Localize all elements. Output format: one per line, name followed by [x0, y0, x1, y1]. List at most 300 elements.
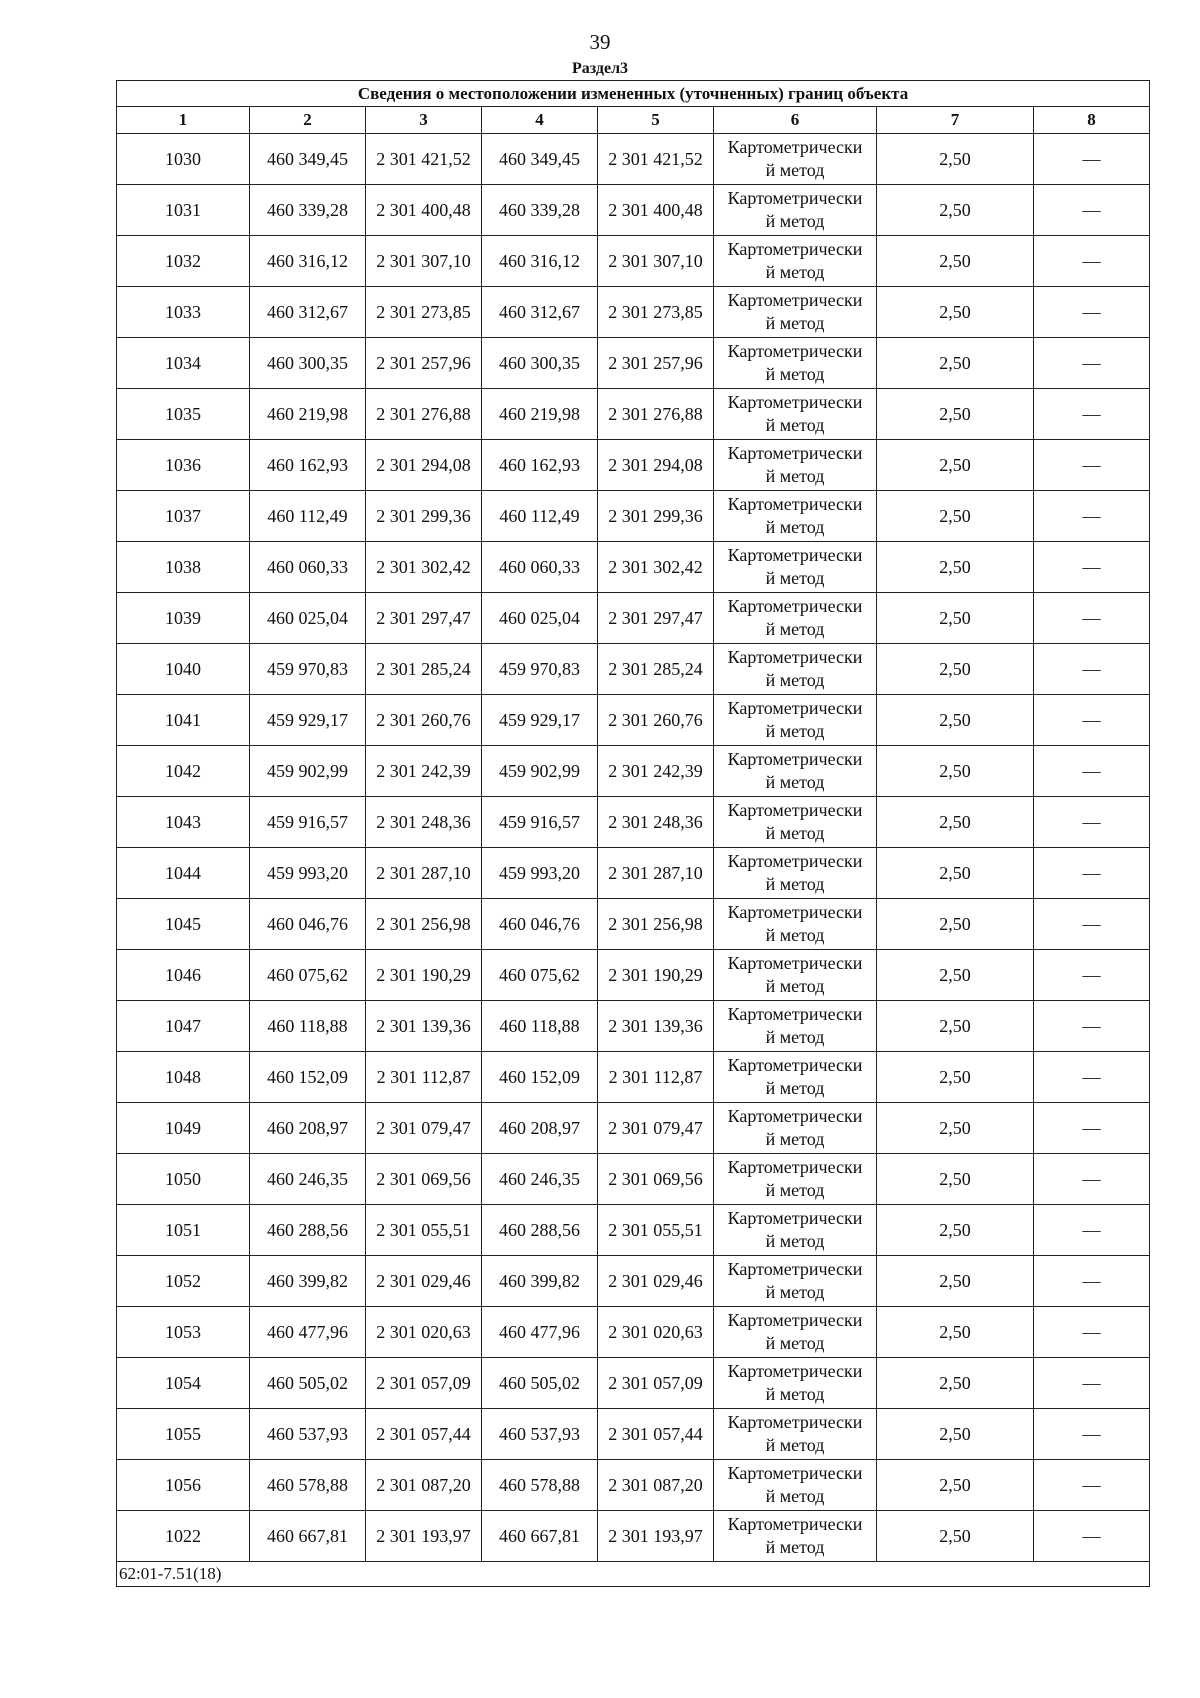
description-dash: — — [1034, 1205, 1150, 1256]
method-text: й метод — [765, 568, 825, 588]
point-id: 1040 — [117, 644, 250, 695]
method-cell — [714, 1256, 877, 1307]
method-text: Картометрически — [727, 749, 863, 769]
y-coordinate-new: 2 301 307,10 — [598, 236, 714, 287]
method-text: й метод — [765, 415, 825, 435]
x-coordinate-new: 460 060,33 — [482, 542, 598, 593]
accuracy: 2,50 — [877, 287, 1034, 338]
y-coordinate-new: 2 301 193,97 — [598, 1511, 714, 1562]
table-row — [117, 1052, 1150, 1103]
y-coordinate-old: 2 301 069,56 — [366, 1154, 482, 1205]
y-coordinate-new: 2 301 087,20 — [598, 1460, 714, 1511]
y-coordinate-new: 2 301 079,47 — [598, 1103, 714, 1154]
x-coordinate-old: 460 246,35 — [250, 1154, 366, 1205]
x-coordinate-new: 460 112,49 — [482, 491, 598, 542]
y-coordinate-new: 2 301 273,85 — [598, 287, 714, 338]
method-text: Картометрически — [727, 188, 863, 208]
x-coordinate-new: 459 916,57 — [482, 797, 598, 848]
method-cell — [714, 950, 877, 1001]
point-id: 1038 — [117, 542, 250, 593]
y-coordinate-old: 2 301 285,24 — [366, 644, 482, 695]
point-id: 1037 — [117, 491, 250, 542]
method-cell — [714, 1154, 877, 1205]
method-text: Картометрически — [727, 953, 863, 973]
column-number-3: 3 — [366, 107, 482, 134]
x-coordinate-old: 460 349,45 — [250, 134, 366, 185]
y-coordinate-old: 2 301 276,88 — [366, 389, 482, 440]
y-coordinate-old: 2 301 273,85 — [366, 287, 482, 338]
x-coordinate-new: 460 025,04 — [482, 593, 598, 644]
column-number-5: 5 — [598, 107, 714, 134]
accuracy: 2,50 — [877, 338, 1034, 389]
accuracy: 2,50 — [877, 1001, 1034, 1052]
accuracy: 2,50 — [877, 797, 1034, 848]
method-text: Картометрически — [727, 494, 863, 514]
method-text: Картометрически — [727, 239, 863, 259]
description-dash: — — [1034, 695, 1150, 746]
method-text: Картометрически — [727, 1361, 863, 1381]
point-id: 1034 — [117, 338, 250, 389]
point-id: 1039 — [117, 593, 250, 644]
method-text: й метод — [765, 313, 825, 333]
point-id: 1056 — [117, 1460, 250, 1511]
y-coordinate-old: 2 301 421,52 — [366, 134, 482, 185]
method-text: й метод — [765, 823, 825, 843]
description-dash: — — [1034, 185, 1150, 236]
table-row — [117, 746, 1150, 797]
y-coordinate-new: 2 301 190,29 — [598, 950, 714, 1001]
y-coordinate-new: 2 301 139,36 — [598, 1001, 714, 1052]
y-coordinate-old: 2 301 256,98 — [366, 899, 482, 950]
x-coordinate-old: 459 929,17 — [250, 695, 366, 746]
point-id: 1043 — [117, 797, 250, 848]
y-coordinate-new: 2 301 400,48 — [598, 185, 714, 236]
method-cell — [714, 644, 877, 695]
x-coordinate-old: 459 916,57 — [250, 797, 366, 848]
x-coordinate-new: 460 578,88 — [482, 1460, 598, 1511]
y-coordinate-old: 2 301 029,46 — [366, 1256, 482, 1307]
accuracy: 2,50 — [877, 899, 1034, 950]
description-dash: — — [1034, 797, 1150, 848]
section-title: Раздел3 — [571, 60, 629, 77]
y-coordinate-new: 2 301 260,76 — [598, 695, 714, 746]
description-dash: — — [1034, 1307, 1150, 1358]
table-row — [117, 644, 1150, 695]
method-text: й метод — [765, 1537, 825, 1557]
point-id: 1052 — [117, 1256, 250, 1307]
description-dash: — — [1034, 389, 1150, 440]
table-row — [117, 338, 1150, 389]
accuracy: 2,50 — [877, 1307, 1034, 1358]
method-text: Картометрически — [727, 1412, 863, 1432]
x-coordinate-new: 460 537,93 — [482, 1409, 598, 1460]
method-text: Картометрически — [727, 341, 863, 361]
x-coordinate-old: 460 046,76 — [250, 899, 366, 950]
accuracy: 2,50 — [877, 389, 1034, 440]
description-dash: — — [1034, 1052, 1150, 1103]
accuracy: 2,50 — [877, 1460, 1034, 1511]
x-coordinate-old: 460 316,12 — [250, 236, 366, 287]
accuracy: 2,50 — [877, 1154, 1034, 1205]
point-id: 1036 — [117, 440, 250, 491]
y-coordinate-old: 2 301 302,42 — [366, 542, 482, 593]
table-body — [117, 134, 1150, 1562]
x-coordinate-new: 460 505,02 — [482, 1358, 598, 1409]
method-cell — [714, 287, 877, 338]
method-text: Картометрически — [727, 1259, 863, 1279]
method-text: Картометрически — [727, 1310, 863, 1330]
x-coordinate-old: 460 060,33 — [250, 542, 366, 593]
method-cell — [714, 542, 877, 593]
description-dash: — — [1034, 1460, 1150, 1511]
y-coordinate-new: 2 301 302,42 — [598, 542, 714, 593]
y-coordinate-new: 2 301 257,96 — [598, 338, 714, 389]
x-coordinate-new: 460 667,81 — [482, 1511, 598, 1562]
method-text: й метод — [765, 670, 825, 690]
y-coordinate-new: 2 301 029,46 — [598, 1256, 714, 1307]
y-coordinate-old: 2 301 307,10 — [366, 236, 482, 287]
accuracy: 2,50 — [877, 134, 1034, 185]
point-id: 1031 — [117, 185, 250, 236]
method-text: й метод — [765, 976, 825, 996]
y-coordinate-new: 2 301 299,36 — [598, 491, 714, 542]
point-id: 1022 — [117, 1511, 250, 1562]
column-number-8: 8 — [1034, 107, 1150, 134]
accuracy: 2,50 — [877, 950, 1034, 1001]
y-coordinate-new: 2 301 287,10 — [598, 848, 714, 899]
x-coordinate-new: 460 246,35 — [482, 1154, 598, 1205]
table-row — [117, 185, 1150, 236]
column-number-1: 1 — [117, 107, 250, 134]
table-row — [117, 899, 1150, 950]
table-row — [117, 1460, 1150, 1511]
accuracy: 2,50 — [877, 1052, 1034, 1103]
method-text: Картометрически — [727, 1463, 863, 1483]
y-coordinate-old: 2 301 020,63 — [366, 1307, 482, 1358]
point-id: 1050 — [117, 1154, 250, 1205]
y-coordinate-new: 2 301 057,09 — [598, 1358, 714, 1409]
method-text: й метод — [765, 466, 825, 486]
table-row — [117, 1358, 1150, 1409]
description-dash: — — [1034, 1511, 1150, 1562]
method-text: Картометрически — [727, 647, 863, 667]
accuracy: 2,50 — [877, 746, 1034, 797]
accuracy: 2,50 — [877, 542, 1034, 593]
x-coordinate-old: 460 112,49 — [250, 491, 366, 542]
x-coordinate-old: 460 399,82 — [250, 1256, 366, 1307]
x-coordinate-new: 460 046,76 — [482, 899, 598, 950]
boundary-coordinates-table — [116, 80, 1150, 1587]
method-cell — [714, 1205, 877, 1256]
page-number: 39 — [589, 30, 611, 54]
column-number-6: 6 — [714, 107, 877, 134]
point-id: 1035 — [117, 389, 250, 440]
table-caption: Сведения о местоположении измененных (уточненных) границ объекта — [117, 81, 1150, 107]
y-coordinate-old: 2 301 057,09 — [366, 1358, 482, 1409]
description-dash: — — [1034, 899, 1150, 950]
x-coordinate-old: 460 505,02 — [250, 1358, 366, 1409]
method-text: й метод — [765, 364, 825, 384]
table-row — [117, 695, 1150, 746]
x-coordinate-old: 460 300,35 — [250, 338, 366, 389]
method-text: Картометрически — [727, 800, 863, 820]
method-text: Картометрически — [727, 1106, 863, 1126]
method-cell — [714, 1358, 877, 1409]
method-text: й метод — [765, 211, 825, 231]
y-coordinate-old: 2 301 294,08 — [366, 440, 482, 491]
method-cell — [714, 1307, 877, 1358]
y-coordinate-new: 2 301 069,56 — [598, 1154, 714, 1205]
x-coordinate-new: 460 312,67 — [482, 287, 598, 338]
description-dash: — — [1034, 1103, 1150, 1154]
y-coordinate-new: 2 301 421,52 — [598, 134, 714, 185]
x-coordinate-new: 460 288,56 — [482, 1205, 598, 1256]
method-cell — [714, 134, 877, 185]
method-cell — [714, 1511, 877, 1562]
method-text: Картометрически — [727, 902, 863, 922]
method-cell — [714, 746, 877, 797]
method-text: Картометрически — [727, 137, 863, 157]
y-coordinate-new: 2 301 020,63 — [598, 1307, 714, 1358]
point-id: 1033 — [117, 287, 250, 338]
accuracy: 2,50 — [877, 1205, 1034, 1256]
accuracy: 2,50 — [877, 1511, 1034, 1562]
description-dash: — — [1034, 1409, 1150, 1460]
table-row — [117, 491, 1150, 542]
method-cell — [714, 899, 877, 950]
method-cell — [714, 1460, 877, 1511]
point-id: 1045 — [117, 899, 250, 950]
x-coordinate-new: 460 162,93 — [482, 440, 598, 491]
description-dash: — — [1034, 542, 1150, 593]
table-row — [117, 287, 1150, 338]
y-coordinate-old: 2 301 193,97 — [366, 1511, 482, 1562]
description-dash: — — [1034, 950, 1150, 1001]
point-id: 1032 — [117, 236, 250, 287]
table-row — [117, 950, 1150, 1001]
y-coordinate-old: 2 301 079,47 — [366, 1103, 482, 1154]
method-text: й метод — [765, 619, 825, 639]
accuracy: 2,50 — [877, 1256, 1034, 1307]
y-coordinate-old: 2 301 190,29 — [366, 950, 482, 1001]
table-row — [117, 1154, 1150, 1205]
y-coordinate-old: 2 301 242,39 — [366, 746, 482, 797]
method-cell — [714, 491, 877, 542]
accuracy: 2,50 — [877, 644, 1034, 695]
y-coordinate-old: 2 301 299,36 — [366, 491, 482, 542]
method-cell — [714, 338, 877, 389]
x-coordinate-new: 460 316,12 — [482, 236, 598, 287]
description-dash: — — [1034, 491, 1150, 542]
table-row — [117, 134, 1150, 185]
table-row — [117, 593, 1150, 644]
method-text: й метод — [765, 925, 825, 945]
point-id: 1053 — [117, 1307, 250, 1358]
y-coordinate-old: 2 301 400,48 — [366, 185, 482, 236]
x-coordinate-old: 460 339,28 — [250, 185, 366, 236]
accuracy: 2,50 — [877, 1409, 1034, 1460]
method-cell — [714, 236, 877, 287]
method-text: Картометрически — [727, 443, 863, 463]
method-text: Картометрически — [727, 1004, 863, 1024]
y-coordinate-new: 2 301 242,39 — [598, 746, 714, 797]
x-coordinate-new: 460 349,45 — [482, 134, 598, 185]
column-number-4: 4 — [482, 107, 598, 134]
method-text: Картометрически — [727, 1208, 863, 1228]
accuracy: 2,50 — [877, 236, 1034, 287]
y-coordinate-old: 2 301 248,36 — [366, 797, 482, 848]
method-text: Картометрически — [727, 698, 863, 718]
method-text: Картометрически — [727, 851, 863, 871]
x-coordinate-new: 459 993,20 — [482, 848, 598, 899]
x-coordinate-old: 460 578,88 — [250, 1460, 366, 1511]
method-text: Картометрически — [727, 1514, 863, 1534]
y-coordinate-new: 2 301 294,08 — [598, 440, 714, 491]
method-cell — [714, 797, 877, 848]
x-coordinate-old: 459 902,99 — [250, 746, 366, 797]
method-text: й метод — [765, 1333, 825, 1353]
x-coordinate-new: 460 339,28 — [482, 185, 598, 236]
y-coordinate-old: 2 301 260,76 — [366, 695, 482, 746]
x-coordinate-old: 460 288,56 — [250, 1205, 366, 1256]
y-coordinate-old: 2 301 257,96 — [366, 338, 482, 389]
y-coordinate-old: 2 301 087,20 — [366, 1460, 482, 1511]
method-text: й метод — [765, 1486, 825, 1506]
table-row — [117, 1511, 1150, 1562]
x-coordinate-old: 460 152,09 — [250, 1052, 366, 1103]
y-coordinate-new: 2 301 297,47 — [598, 593, 714, 644]
method-cell — [714, 185, 877, 236]
table-row — [117, 1409, 1150, 1460]
point-id: 1055 — [117, 1409, 250, 1460]
y-coordinate-old: 2 301 287,10 — [366, 848, 482, 899]
method-cell — [714, 1052, 877, 1103]
description-dash: — — [1034, 338, 1150, 389]
y-coordinate-old: 2 301 139,36 — [366, 1001, 482, 1052]
method-text: й метод — [765, 1129, 825, 1149]
method-text: Картометрически — [727, 392, 863, 412]
y-coordinate-new: 2 301 256,98 — [598, 899, 714, 950]
x-coordinate-new: 460 477,96 — [482, 1307, 598, 1358]
method-text: й метод — [765, 772, 825, 792]
description-dash: — — [1034, 134, 1150, 185]
table-row — [117, 1103, 1150, 1154]
x-coordinate-old: 460 537,93 — [250, 1409, 366, 1460]
accuracy: 2,50 — [877, 1358, 1034, 1409]
point-id: 1047 — [117, 1001, 250, 1052]
description-dash: — — [1034, 1001, 1150, 1052]
method-cell — [714, 695, 877, 746]
method-text: й метод — [765, 1078, 825, 1098]
x-coordinate-old: 459 970,83 — [250, 644, 366, 695]
x-coordinate-new: 460 118,88 — [482, 1001, 598, 1052]
y-coordinate-old: 2 301 112,87 — [366, 1052, 482, 1103]
description-dash: — — [1034, 1154, 1150, 1205]
table-row — [117, 236, 1150, 287]
table-row — [117, 440, 1150, 491]
point-id: 1041 — [117, 695, 250, 746]
y-coordinate-old: 2 301 297,47 — [366, 593, 482, 644]
method-cell — [714, 389, 877, 440]
method-cell — [714, 593, 877, 644]
table-row — [117, 1001, 1150, 1052]
y-coordinate-new: 2 301 057,44 — [598, 1409, 714, 1460]
y-coordinate-new: 2 301 055,51 — [598, 1205, 714, 1256]
accuracy: 2,50 — [877, 848, 1034, 899]
table-footer-code: 62:01-7.51(18) — [117, 1562, 1150, 1587]
method-text: Картометрически — [727, 545, 863, 565]
method-cell — [714, 1409, 877, 1460]
table-row — [117, 1256, 1150, 1307]
method-cell — [714, 1001, 877, 1052]
x-coordinate-new: 460 300,35 — [482, 338, 598, 389]
point-id: 1044 — [117, 848, 250, 899]
table-row — [117, 1205, 1150, 1256]
x-coordinate-old: 460 312,67 — [250, 287, 366, 338]
method-text: Картометрически — [727, 1157, 863, 1177]
table-row — [117, 542, 1150, 593]
accuracy: 2,50 — [877, 593, 1034, 644]
method-text: й метод — [765, 517, 825, 537]
point-id: 1042 — [117, 746, 250, 797]
x-coordinate-old: 460 219,98 — [250, 389, 366, 440]
x-coordinate-new: 460 152,09 — [482, 1052, 598, 1103]
description-dash: — — [1034, 1358, 1150, 1409]
table-row — [117, 848, 1150, 899]
method-text: й метод — [765, 160, 825, 180]
x-coordinate-new: 460 208,97 — [482, 1103, 598, 1154]
method-text: й метод — [765, 1282, 825, 1302]
method-cell — [714, 848, 877, 899]
x-coordinate-old: 460 208,97 — [250, 1103, 366, 1154]
column-number-2: 2 — [250, 107, 366, 134]
description-dash: — — [1034, 848, 1150, 899]
x-coordinate-new: 460 075,62 — [482, 950, 598, 1001]
description-dash: — — [1034, 236, 1150, 287]
point-id: 1046 — [117, 950, 250, 1001]
accuracy: 2,50 — [877, 695, 1034, 746]
table-row — [117, 797, 1150, 848]
x-coordinate-old: 460 477,96 — [250, 1307, 366, 1358]
point-id: 1049 — [117, 1103, 250, 1154]
description-dash: — — [1034, 746, 1150, 797]
table-row — [117, 1307, 1150, 1358]
x-coordinate-old: 459 993,20 — [250, 848, 366, 899]
description-dash: — — [1034, 593, 1150, 644]
x-coordinate-new: 459 902,99 — [482, 746, 598, 797]
column-number-7: 7 — [877, 107, 1034, 134]
method-text: й метод — [765, 1384, 825, 1404]
description-dash: — — [1034, 644, 1150, 695]
description-dash: — — [1034, 1256, 1150, 1307]
method-text: й метод — [765, 262, 825, 282]
x-coordinate-old: 460 075,62 — [250, 950, 366, 1001]
x-coordinate-old: 460 025,04 — [250, 593, 366, 644]
y-coordinate-old: 2 301 057,44 — [366, 1409, 482, 1460]
point-id: 1051 — [117, 1205, 250, 1256]
table-row — [117, 389, 1150, 440]
column-number-row — [117, 107, 1150, 134]
point-id: 1030 — [117, 134, 250, 185]
x-coordinate-old: 460 118,88 — [250, 1001, 366, 1052]
description-dash: — — [1034, 287, 1150, 338]
y-coordinate-new: 2 301 112,87 — [598, 1052, 714, 1103]
y-coordinate-new: 2 301 276,88 — [598, 389, 714, 440]
y-coordinate-new: 2 301 285,24 — [598, 644, 714, 695]
x-coordinate-new: 460 399,82 — [482, 1256, 598, 1307]
description-dash: — — [1034, 440, 1150, 491]
method-text: Картометрически — [727, 596, 863, 616]
